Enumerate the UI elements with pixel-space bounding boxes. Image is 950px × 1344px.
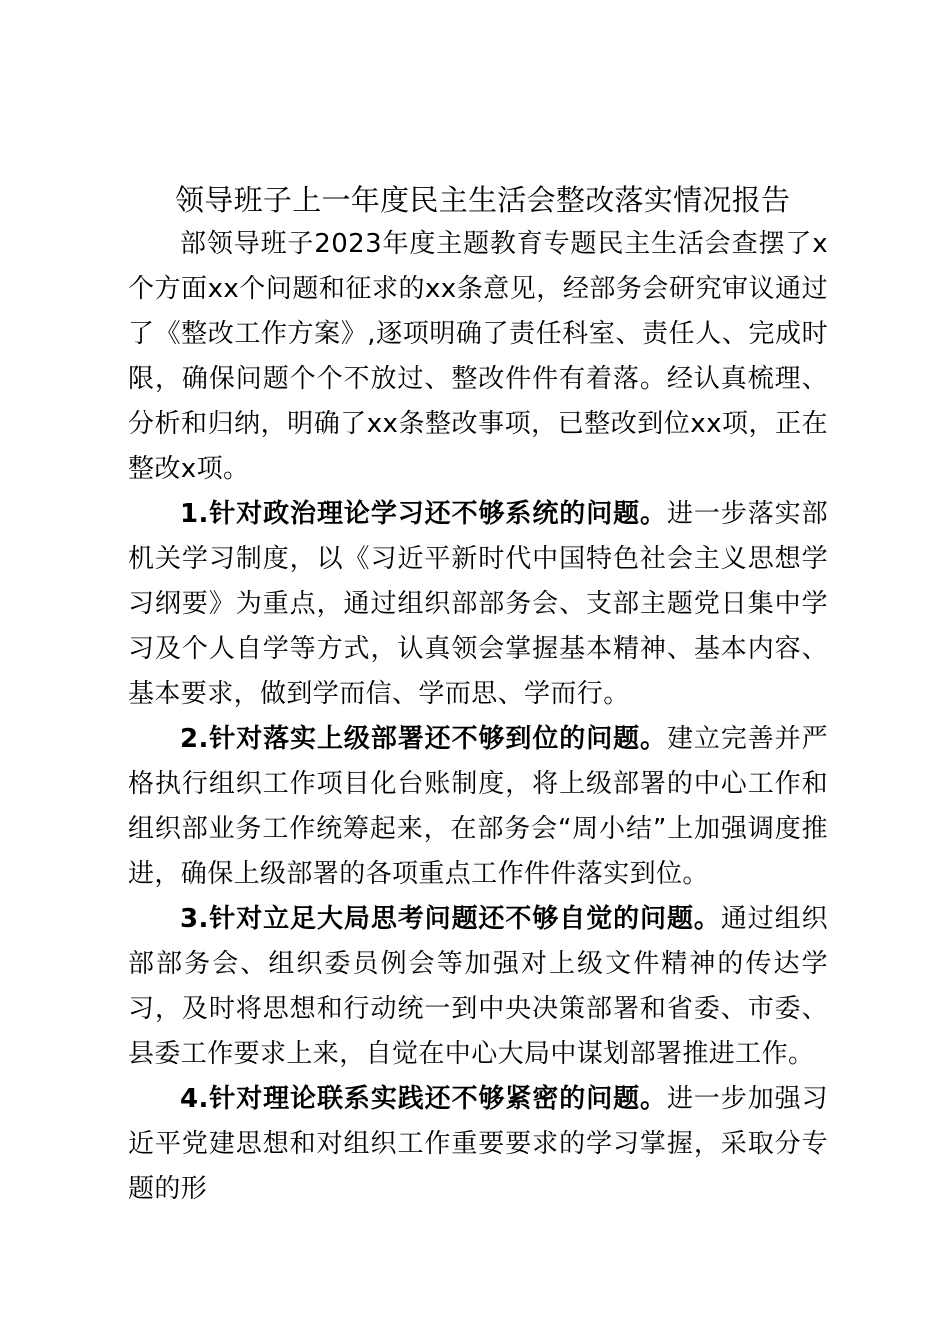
- intro-paragraph: [128, 222, 828, 492]
- item-text-4: 进一步加强习近平党建思想和对组织工作重要要求的学习掌握，采取分专题的形: [128, 1084, 828, 1204]
- item-text-1: 进一步落实部机关学习制度，以《习近平新时代中国特色社会主义思想学习纲要》为重点，通过组织部部务会、支部主题党日集中学习及个人自学等方式，认真领会掌握基本精神、基本内容、基本要求，做到学而信、学而思、学而行。: [128, 499, 828, 709]
- item-paragraph-1: [128, 492, 828, 717]
- item-text-2: 建立完善并严格执行组织工作项目化台账制度，将上级部署的中心工作和组织部业务工作统筹起来，在部务会“周小结”上加强调度推进，确保上级部署的各项重点工作件件落实到位。: [128, 724, 828, 889]
- intro-text: 部领导班子2023年度主题教育专题民主生活会查摆了x个方面xx个问题和征求的xx条意见，经部务会研究审议通过了《整改工作方案》,逐项明确了责任科室、责任人、完成时限，确保问题个个不放过、整改件件有着落。经认真梳理、分析和归纳，明确了xx条整改事项，已整改到位xx项，正在整改x项。: [128, 229, 828, 484]
- item-paragraph-3: [128, 897, 828, 1077]
- item-heading-2: 2.针对落实上级部署还不够到位的问题。: [180, 724, 667, 754]
- item-heading-3: 3.针对立足大局思考问题还不够自觉的问题。: [180, 904, 721, 934]
- item-heading-1: 1.针对政治理论学习还不够系统的问题。: [180, 499, 667, 529]
- item-text-3: 通过组织部部务会、组织委员例会等加强对上级文件精神的传达学习，及时将思想和行动统一到中央决策部署和省委、市委、县委工作要求上来，自觉在中心大局中谋划部署推进工作。: [128, 904, 828, 1069]
- document-body: [128, 178, 828, 1212]
- item-heading-4: 4.针对理论联系实践还不够紧密的问题。: [180, 1084, 667, 1114]
- item-paragraph-2: [128, 717, 828, 897]
- item-paragraph-4: [128, 1077, 828, 1212]
- document-title: 领导班子上一年度民主生活会整改落实情况报告: [175, 183, 791, 217]
